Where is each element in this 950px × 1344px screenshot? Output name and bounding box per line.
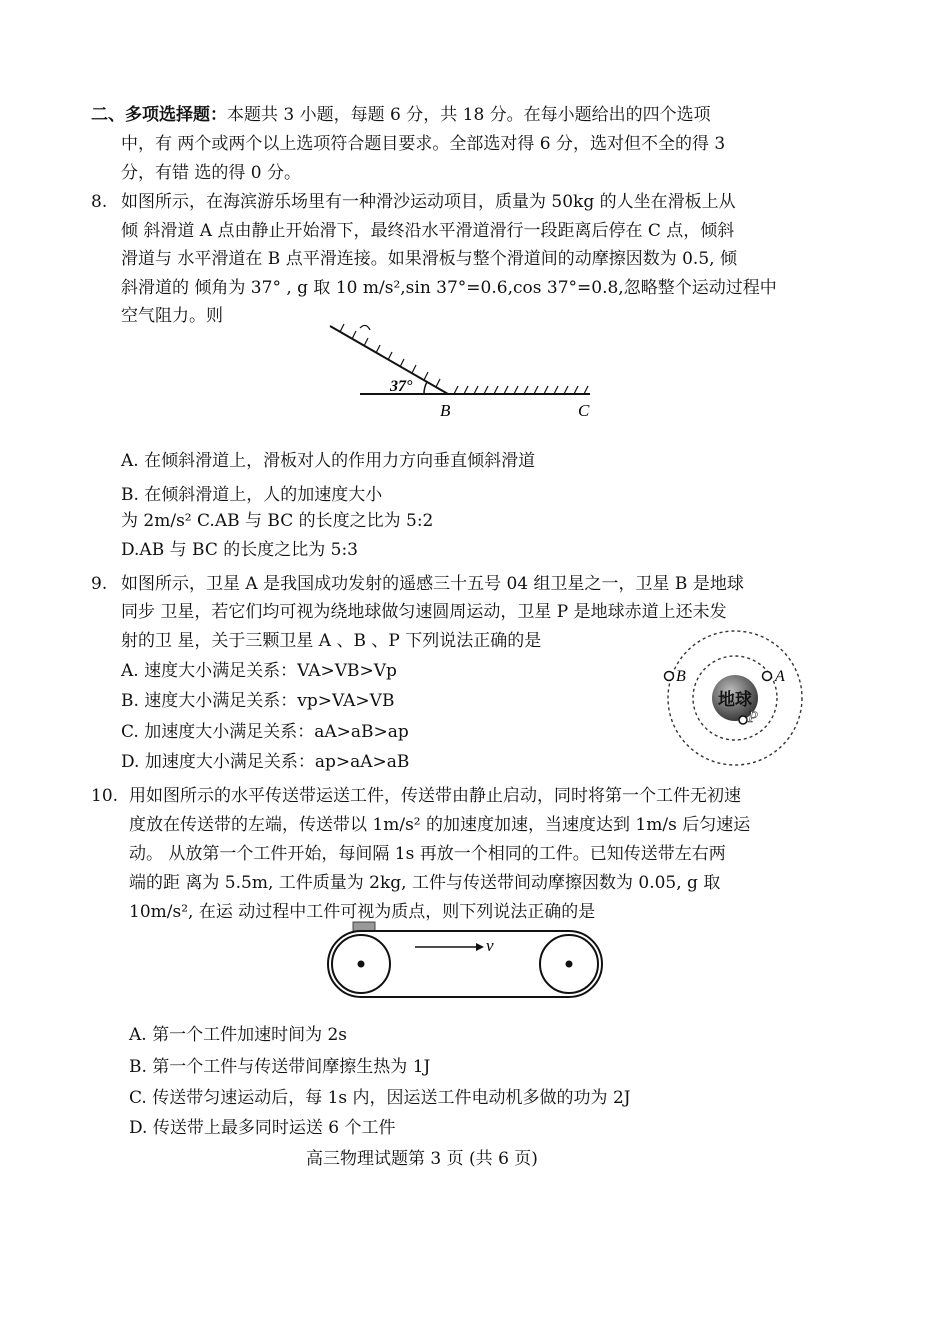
q10-number: 10.	[91, 786, 119, 806]
q8-stem-line: 滑道与 水平滑道在 B 点平滑连接。如果滑板与整个滑道间的动摩擦因数为 0.5, 倾	[121, 249, 737, 269]
right-pulley-axle	[566, 961, 573, 968]
q10-option-c: C. 传送带匀速运动后，每 1s 内，因运送工件电动机多做的功为 2J	[129, 1088, 631, 1108]
satellite-b-marker	[665, 672, 674, 681]
q10-conveyor-diagram	[330, 920, 602, 1002]
q9-number: 9.	[91, 574, 108, 594]
q10-stem-line: 度放在传送带的左端，传送带以 1m/s² 的加速度加速，当速度达到 1m/s 后匀速运	[129, 815, 751, 835]
ground-hatching	[454, 386, 588, 394]
q10-option-d: D. 传送带上最多同时运送 6 个工件	[129, 1118, 396, 1138]
q8-option-b: B. 在倾斜滑道上，人的加速度大小	[121, 485, 383, 505]
q8-number: 8.	[91, 192, 108, 212]
q9-stem-line: 射的卫 星，关于三颗卫星 A 、B 、P 下列说法正确的是	[121, 631, 542, 651]
q8-slope-diagram	[320, 318, 600, 428]
incline-surface	[330, 326, 448, 394]
satellite-p-marker	[739, 716, 747, 724]
q8-option-d: D.AB 与 BC 的长度之比为 5:3	[121, 540, 358, 560]
q10-stem-line: 10m/s², 在运 动过程中工件可视为质点，则下列说法正确的是	[129, 902, 596, 922]
angle-label: 37°	[390, 378, 413, 395]
section-intro-line1: 本题共 3 小题，每题 6 分，共 18 分。在每小题给出的四个选项	[227, 105, 711, 125]
point-c-label: C	[578, 401, 590, 420]
q10-stem-line: 端的距 离为 5.5m, 工件质量为 2kg, 工件与传送带间动摩擦因数为 0.05, g 取	[129, 873, 721, 893]
q9-stem-line: 如图所示，卫星 A 是我国成功发射的遥感三十五号 04 组卫星之一，卫星 B 是地球	[121, 574, 744, 594]
q8-stem-line: 如图所示，在海滨游乐场里有一种滑沙运动项目，质量为 50kg 的人坐在滑板上从	[121, 192, 736, 212]
q10-option-b: B. 第一个工件与传送带间摩擦生热为 1J	[129, 1057, 431, 1077]
q10-stem-line: 动。 从放第一个工件开始，每间隔 1s 再放一个相同的工件。已知传送带左右两	[129, 844, 726, 864]
velocity-arrowhead	[476, 943, 484, 951]
workpiece	[353, 922, 375, 931]
satellite-a-label: A	[775, 668, 785, 685]
section-intro-line2: 中，有 两个或两个以上选项符合题目要求。全部选对得 6 分，选对但不全的得 3	[121, 134, 726, 154]
q8-stem-line: 斜滑道的 倾角为 37° , g 取 10 m/s²,sin 37°=0.6,cos 37°=0.8,忽略整个运动过程中	[121, 278, 777, 298]
satellite-p-label: P	[748, 709, 758, 726]
q10-stem-line: 用如图所示的水平传送带运送工件，传送带由静止启动，同时将第一个工件无初速	[129, 786, 741, 806]
page-footer: 高三物理试题第 3 页 (共 6 页)	[306, 1149, 538, 1169]
angle-arc	[424, 382, 427, 394]
q8-stem-line: 倾 斜滑道 A 点由静止开始滑下，最终沿水平滑道滑行一段距离后停在 C 点，倾斜	[121, 221, 735, 241]
q9-option-a: A. 速度大小满足关系：VA>VB>Vp	[121, 661, 397, 681]
q9-option-c: C. 加速度大小满足关系：aA>aB>ap	[121, 722, 409, 742]
q8-option-a: A. 在倾斜滑道上，滑板对人的作用力方向垂直倾斜滑道	[121, 451, 536, 471]
q9-option-d: D. 加速度大小满足关系：ap>aA>aB	[121, 752, 410, 772]
earth-label: 地球	[718, 690, 752, 709]
point-b-label: B	[440, 401, 451, 420]
q9-orbit-diagram	[660, 640, 810, 780]
section-heading: 二、多项选择题：	[91, 105, 227, 125]
satellite-b-label: B	[676, 668, 686, 685]
section-intro-line3: 分，有错 选的得 0 分。	[121, 163, 302, 183]
q8-option-b-c: 为 2m/s² C.AB 与 BC 的长度之比为 5:2	[121, 511, 434, 531]
q9-stem-line: 同步 卫星，若它们均可视为绕地球做匀速圆周运动，卫星 P 是地球赤道上还未发	[121, 602, 727, 622]
q8-stem-line: 空气阻力。则	[121, 306, 223, 326]
satellite-a-marker	[763, 672, 772, 681]
q9-option-b: B. 速度大小满足关系：vp>VA>VB	[121, 691, 395, 711]
velocity-label: v	[486, 936, 494, 955]
section-intro	[91, 104, 711, 126]
left-pulley-axle	[358, 961, 365, 968]
q10-option-a: A. 第一个工件加速时间为 2s	[129, 1025, 348, 1045]
